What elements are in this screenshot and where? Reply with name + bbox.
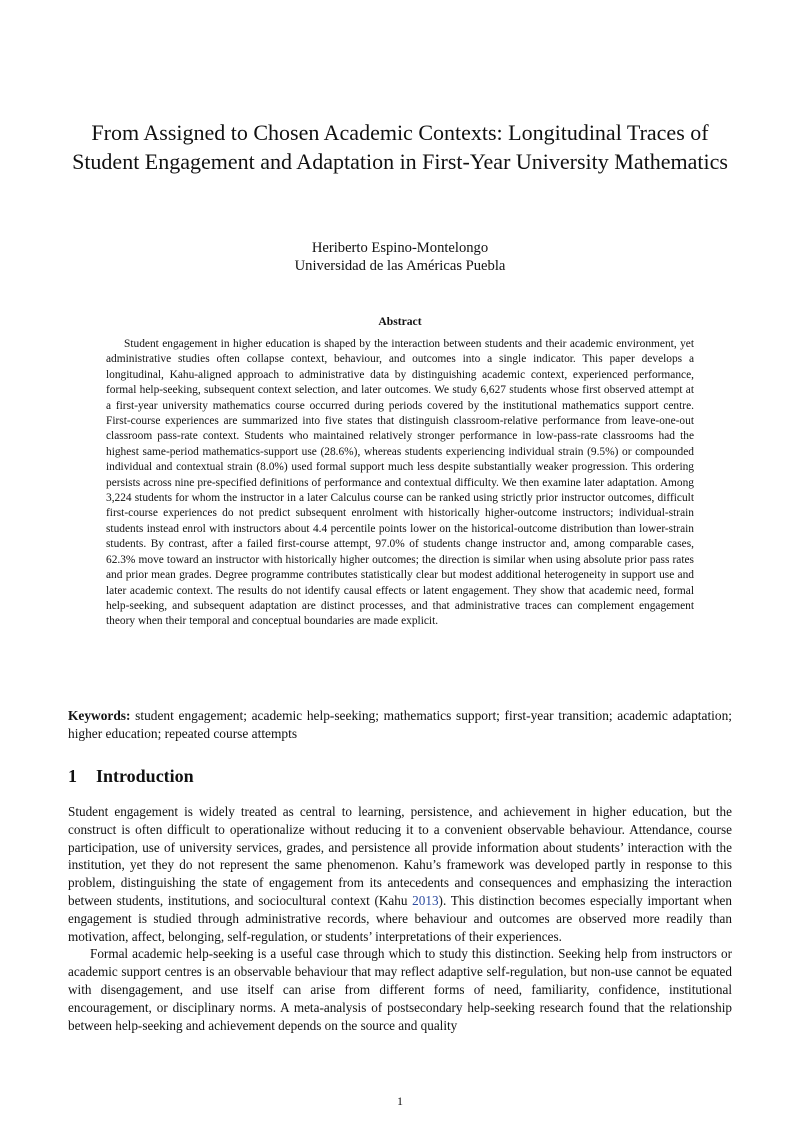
- keywords-text: student engagement; academic help-seeking; mathematics support; first-year transition; academic adaptation; higher education; repeated course attempts: [68, 708, 732, 741]
- keywords-label: Keywords:: [68, 708, 131, 723]
- abstract-text: Student engagement in higher education is shaped by the interaction between students and their academic environment, yet administrative studies often collapse context, behaviour, and outcomes into a single indicator. This paper develops a longitudinal, Kahu-aligned approach to administrative data by distinguishing academic context, experienced performance, formal help-seeking, subsequent context selection, and later outcomes. We study 6,627 students whose first observed attempt at a first-year university mathematics course occurred during periods covered by the institutional mathematics support centre. First-course experiences are summarized into five states that distinguish classroom-relative performance from leave-one-out classroom pass-rate context. Students who maintained relatively stronger performance in low-pass-rate classrooms had the highest same-period mathematics-support use (28.6%), whereas students experiencing individual strain (9.5%) or compounded individual and contextual strain (8.0%) used formal support much less despite substantially weaker progression. This ordering persists across nine pre-specified definitions of performance and contextual difficulty. We then examine later adaptation. Among 3,224 students for whom the instructor in a later Calculus course can be ranked using strictly prior instructor outcomes, difficult first-course experiences do not predict subsequent enrolment with historically higher-outcome instructors; individual-strain students instead enrol with instructors about 4.4 percentile points lower on the historical-outcome distribution than lower-strain students. By contrast, after a failed first-course attempt, 97.0% of students change instructor and, among comparable cases, 62.3% move toward an instructor with historically higher outcomes; the direction is similar when using absolute prior pass rates and prior mean grades. Degree programme contributes statistically clear but modest additional heterogeneity in support use and later academic context. The results do not identify causal effects or latent engagement. They show that academic need, formal help-seeking, and subsequent adaptation are distinct processes, and that administrative traces can complement engagement theory when their temporal and conceptual boundaries are made explicit.: [106, 338, 694, 628]
- section-title: Introduction: [96, 766, 194, 786]
- author-affiliation: Universidad de las Américas Puebla: [294, 258, 506, 274]
- paragraph-2: Formal academic help-seeking is a useful case through which to study this distinction. Seeking help from instructors or academic support centres is an observable behaviour that may reflect adaptive self-regulation, but non-use cannot be equated with disengagement, and use itself can arise from different forms of need, familiarity, confidence, institutional encouragement, or disciplinary norms. A meta-analysis of postsecondary help-seeking research found that the relationship between help-seeking and achievement depends on the source and quality: [68, 946, 732, 1033]
- citation-link[interactable]: 2013: [412, 892, 439, 908]
- paragraph-1: [68, 803, 732, 945]
- section-number: 1: [68, 766, 77, 786]
- paragraph-1-text: Student engagement is widely treated as central to learning, persistence, and achievement in higher education, but the construct is often difficult to operationalize without reducing it to a convenient observable behaviour. Attendance, course participation, use of university services, grades, and persistence all provide information about students’ interaction with the institution, yet they do not represent the same phenomenon. Kahu’s framework was developed partly in response to this problem, distinguishing the state of engagement from its antecedents and consequences and emphasizing the interaction between students, institutions, and sociocultural context (Kahu: [68, 804, 732, 908]
- author-block: [100, 239, 700, 275]
- author-name: Heriberto Espino-Montelongo: [311, 240, 489, 256]
- page-number: 1: [397, 1094, 403, 1108]
- section-heading: [68, 766, 194, 787]
- paper-title: From Assigned to Chosen Academic Contexts: Longitudinal Traces of Student Engagement and Adaptation in First-Year University Mathematics: [72, 120, 728, 174]
- keywords: [68, 707, 732, 743]
- paragraph-1-text-end: ). This distinction becomes especially important when engagement is studied through administrative records, where behaviour and outcomes are observed more readily than motivation, affect, belonging, self-regulation, or students’ interpretations of their experiences.: [68, 892, 732, 944]
- body-text: [68, 803, 732, 1034]
- abstract-heading: Abstract: [378, 315, 422, 328]
